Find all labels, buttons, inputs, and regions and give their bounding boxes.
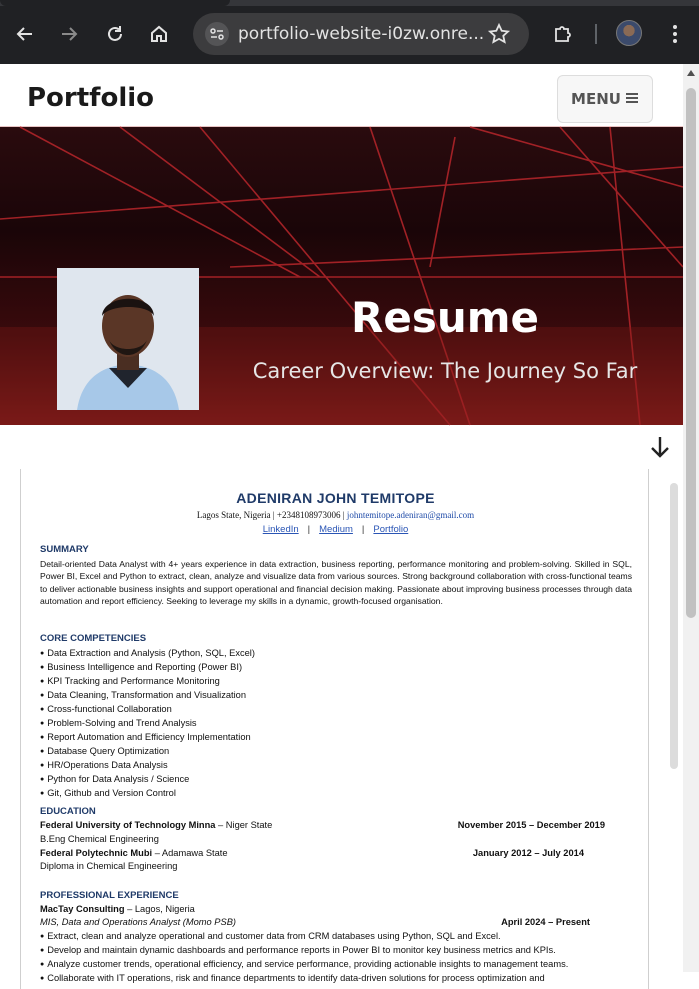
education-dates: November 2015 – December 2019 xyxy=(457,820,605,830)
page-scrollbar[interactable] xyxy=(683,64,699,972)
site-header xyxy=(0,64,683,127)
list-item: ● Database Query Optimization xyxy=(40,745,255,759)
list-item: ● Git, Github and Version Control xyxy=(40,787,255,801)
list-item: ● Analyze customer trends, operational efficiency, and service performance, providing actionable insights to management teams. xyxy=(40,958,640,972)
reload-icon[interactable] xyxy=(101,20,129,48)
resume-links xyxy=(21,524,650,535)
contact-details: Lagos State, Nigeria | +2348108973006 | xyxy=(196,510,347,520)
resume-contact xyxy=(21,510,650,520)
list-item: ● Data Extraction and Analysis (Python, SQL, Excel) xyxy=(40,647,255,661)
scrollbar-thumb[interactable] xyxy=(686,88,696,618)
degree: B.Eng Chemical Engineering xyxy=(40,834,159,844)
list-item: ● KPI Tracking and Performance Monitoring xyxy=(40,675,255,689)
tab-strip xyxy=(0,0,699,6)
profile-photo xyxy=(57,268,199,410)
list-item: ● Business Intelligence and Reporting (Power BI) xyxy=(40,661,255,675)
list-item: ● Cross-functional Collaboration xyxy=(40,703,255,717)
list-item: ● HR/Operations Data Analysis xyxy=(40,759,255,773)
link-separator: | xyxy=(361,524,365,535)
email-link[interactable]: johntemitope.adeniran@gmail.com xyxy=(346,510,475,520)
forward-icon[interactable] xyxy=(55,20,83,48)
menu-button[interactable] xyxy=(557,75,653,123)
toolbar-separator xyxy=(595,24,597,44)
school-name: Federal University of Technology Minna xyxy=(40,820,216,830)
experience-heading: PROFESSIONAL EXPERIENCE xyxy=(40,890,179,901)
company-location: – Lagos, Nigeria xyxy=(124,904,195,914)
experience-bullets xyxy=(40,930,640,986)
list-item: ● Collaborate with IT operations, risk and finance departments to identify data-driven solutions for process optimization and xyxy=(40,972,640,986)
document-scrollbar[interactable] xyxy=(670,483,678,769)
medium-link[interactable]: Medium xyxy=(319,524,353,535)
resume-document xyxy=(20,469,649,989)
experience-role xyxy=(40,917,610,927)
extensions-icon[interactable] xyxy=(549,20,577,48)
resume-name: ADENIRAN JOHN TEMITOPE xyxy=(236,490,435,506)
hamburger-icon xyxy=(625,90,639,108)
list-item: ● Report Automation and Efficiency Implementation xyxy=(40,731,255,745)
portfolio-link[interactable]: Portfolio xyxy=(373,524,409,535)
education-entry xyxy=(40,848,610,858)
school-name: Federal Polytechnic Mubi xyxy=(40,848,153,858)
hero-title: Resume xyxy=(351,293,539,342)
role-title: MIS, Data and Operations Analyst (Momo PSB) xyxy=(40,917,237,927)
site-info-icon[interactable] xyxy=(205,22,229,46)
address-bar[interactable] xyxy=(193,13,529,55)
web-page xyxy=(0,64,683,983)
list-item: ● Python for Data Analysis / Science xyxy=(40,773,255,787)
linkedin-link[interactable]: LinkedIn xyxy=(262,524,299,535)
site-brand[interactable]: Portfolio xyxy=(27,83,155,113)
education-heading: EDUCATION xyxy=(40,806,96,817)
competencies-heading: CORE COMPETENCIES xyxy=(40,633,147,644)
link-separator: | xyxy=(307,524,311,535)
list-item: ● Data Cleaning, Transformation and Visualization xyxy=(40,689,255,703)
url-text[interactable]: portfolio-website-i0zw.onre... xyxy=(238,24,485,44)
scroll-up-icon[interactable] xyxy=(687,70,695,76)
home-icon[interactable] xyxy=(145,20,173,48)
back-icon[interactable] xyxy=(11,20,39,48)
company-name: MacTay Consulting xyxy=(40,904,125,914)
list-item: ● Extract, clean and analyze operational and customer data from CRM databases using Python, SQL and Excel. xyxy=(40,930,640,944)
list-item: ● Develop and maintain dynamic dashboards and performance reports in Power BI to monitor key business metrics and KPIs. xyxy=(40,944,640,958)
summary-heading: SUMMARY xyxy=(40,544,89,555)
browser-toolbar xyxy=(0,0,699,64)
role-dates: April 2024 – Present xyxy=(501,917,590,927)
education-dates: January 2012 – July 2014 xyxy=(472,848,584,858)
list-item: ● Problem-Solving and Trend Analysis xyxy=(40,717,255,731)
profile-avatar[interactable] xyxy=(616,20,642,46)
scroll-down-arrow-icon[interactable] xyxy=(648,435,672,464)
summary-text: Detail-oriented Data Analyst with 4+ years experience in data extraction, business reporting, performance monitoring and problem-solving. Skilled in SQL, Power BI, Excel and Python to extract, clean, analyze and visualize data from various sources. Strong background collaboration with cross-functional teams to deliver actionable business insights and support operational and financial decision making. Passionate about improving business processes through data automation and report efficiency. Seeking to leverage my skills in a dynamic, growth-focused organisation. xyxy=(40,559,632,607)
experience-company xyxy=(40,904,610,914)
bookmark-star-icon[interactable] xyxy=(487,22,511,51)
competencies-list xyxy=(40,647,255,801)
degree: Diploma in Chemical Engineering xyxy=(40,861,178,871)
school-location: – Niger State xyxy=(215,820,273,830)
hero-banner xyxy=(0,127,683,425)
kebab-menu-icon[interactable] xyxy=(661,20,689,48)
hero-subtitle: Career Overview: The Journey So Far xyxy=(252,359,638,383)
school-location: – Adamawa State xyxy=(152,848,228,858)
education-entry xyxy=(40,820,610,830)
menu-label: MENU xyxy=(571,90,621,108)
